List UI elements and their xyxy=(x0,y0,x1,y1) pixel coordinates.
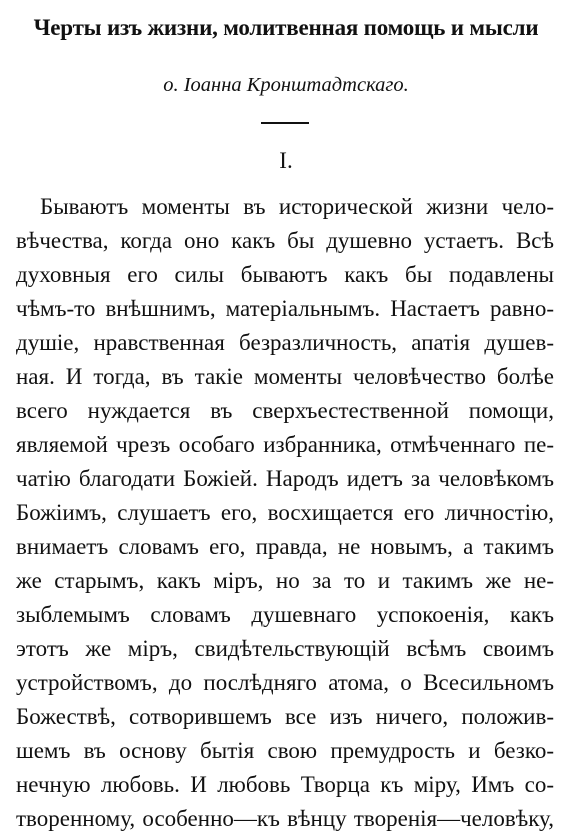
body-text-line: внимаетъ словамъ его, правда, не новымъ, а такимъ xyxy=(16,534,554,559)
body-text-line: зыблемымъ словамъ душевнаго успокоенія, какъ xyxy=(16,602,554,627)
document-heading: Черты изъ жизни, молитвенная помощь и мысли xyxy=(33,15,539,40)
body-text-line: чѣмъ-то внѣшнимъ, матеріальнымъ. Настаетъ равно- xyxy=(16,296,554,321)
divider-rule xyxy=(261,122,309,124)
body-text-line: шемъ въ основу бытія свою премудрость и безко- xyxy=(16,738,554,763)
body-text-line: духовныя его силы бываютъ какъ бы подавлены xyxy=(16,262,554,287)
body-text-line: же старымъ, какъ міръ, но за то и такимъ же не- xyxy=(16,568,554,593)
body-text-line: Божествѣ, сотворившемъ все изъ ничего, положив- xyxy=(16,704,554,729)
body-text-line: душіе, нравственная безразличность, апатія душев- xyxy=(16,330,554,355)
author-line: о. Іоанна Кронштадтскаго. xyxy=(163,74,409,96)
body-text-line: устройствомъ, до послѣдняго атома, о Всесильномъ xyxy=(16,670,554,695)
body-text-line: этотъ же міръ, свидѣтельствующій всѣмъ своимъ xyxy=(16,636,554,661)
body-text-line: Божіимъ, слушаетъ его, восхищается его личностію, xyxy=(16,500,554,525)
body-text-line: чатію благодати Божіей. Народъ идетъ за человѣкомъ xyxy=(16,466,554,491)
body-text-line: Бываютъ моменты въ исторической жизни чело- xyxy=(40,194,554,219)
body-text-line: ная. И тогда, въ такіе моменты человѣчество болѣе xyxy=(16,364,554,389)
body-text-line: творенному, особенно—къ вѣнцу творенія—человѣку, xyxy=(16,806,554,831)
body-text-line: являемой чрезъ особаго избранника, отмѣченнаго пе- xyxy=(16,432,554,457)
body-text-line: вѣчества, когда оно какъ бы душевно устаетъ. Всѣ xyxy=(16,228,554,253)
section-numeral: I. xyxy=(279,148,293,173)
body-text-line: всего нуждается въ сверхъестественной помощи, xyxy=(16,398,554,423)
body-text-line: нечную любовь. И любовь Творца къ міру, Имъ со- xyxy=(16,772,554,797)
